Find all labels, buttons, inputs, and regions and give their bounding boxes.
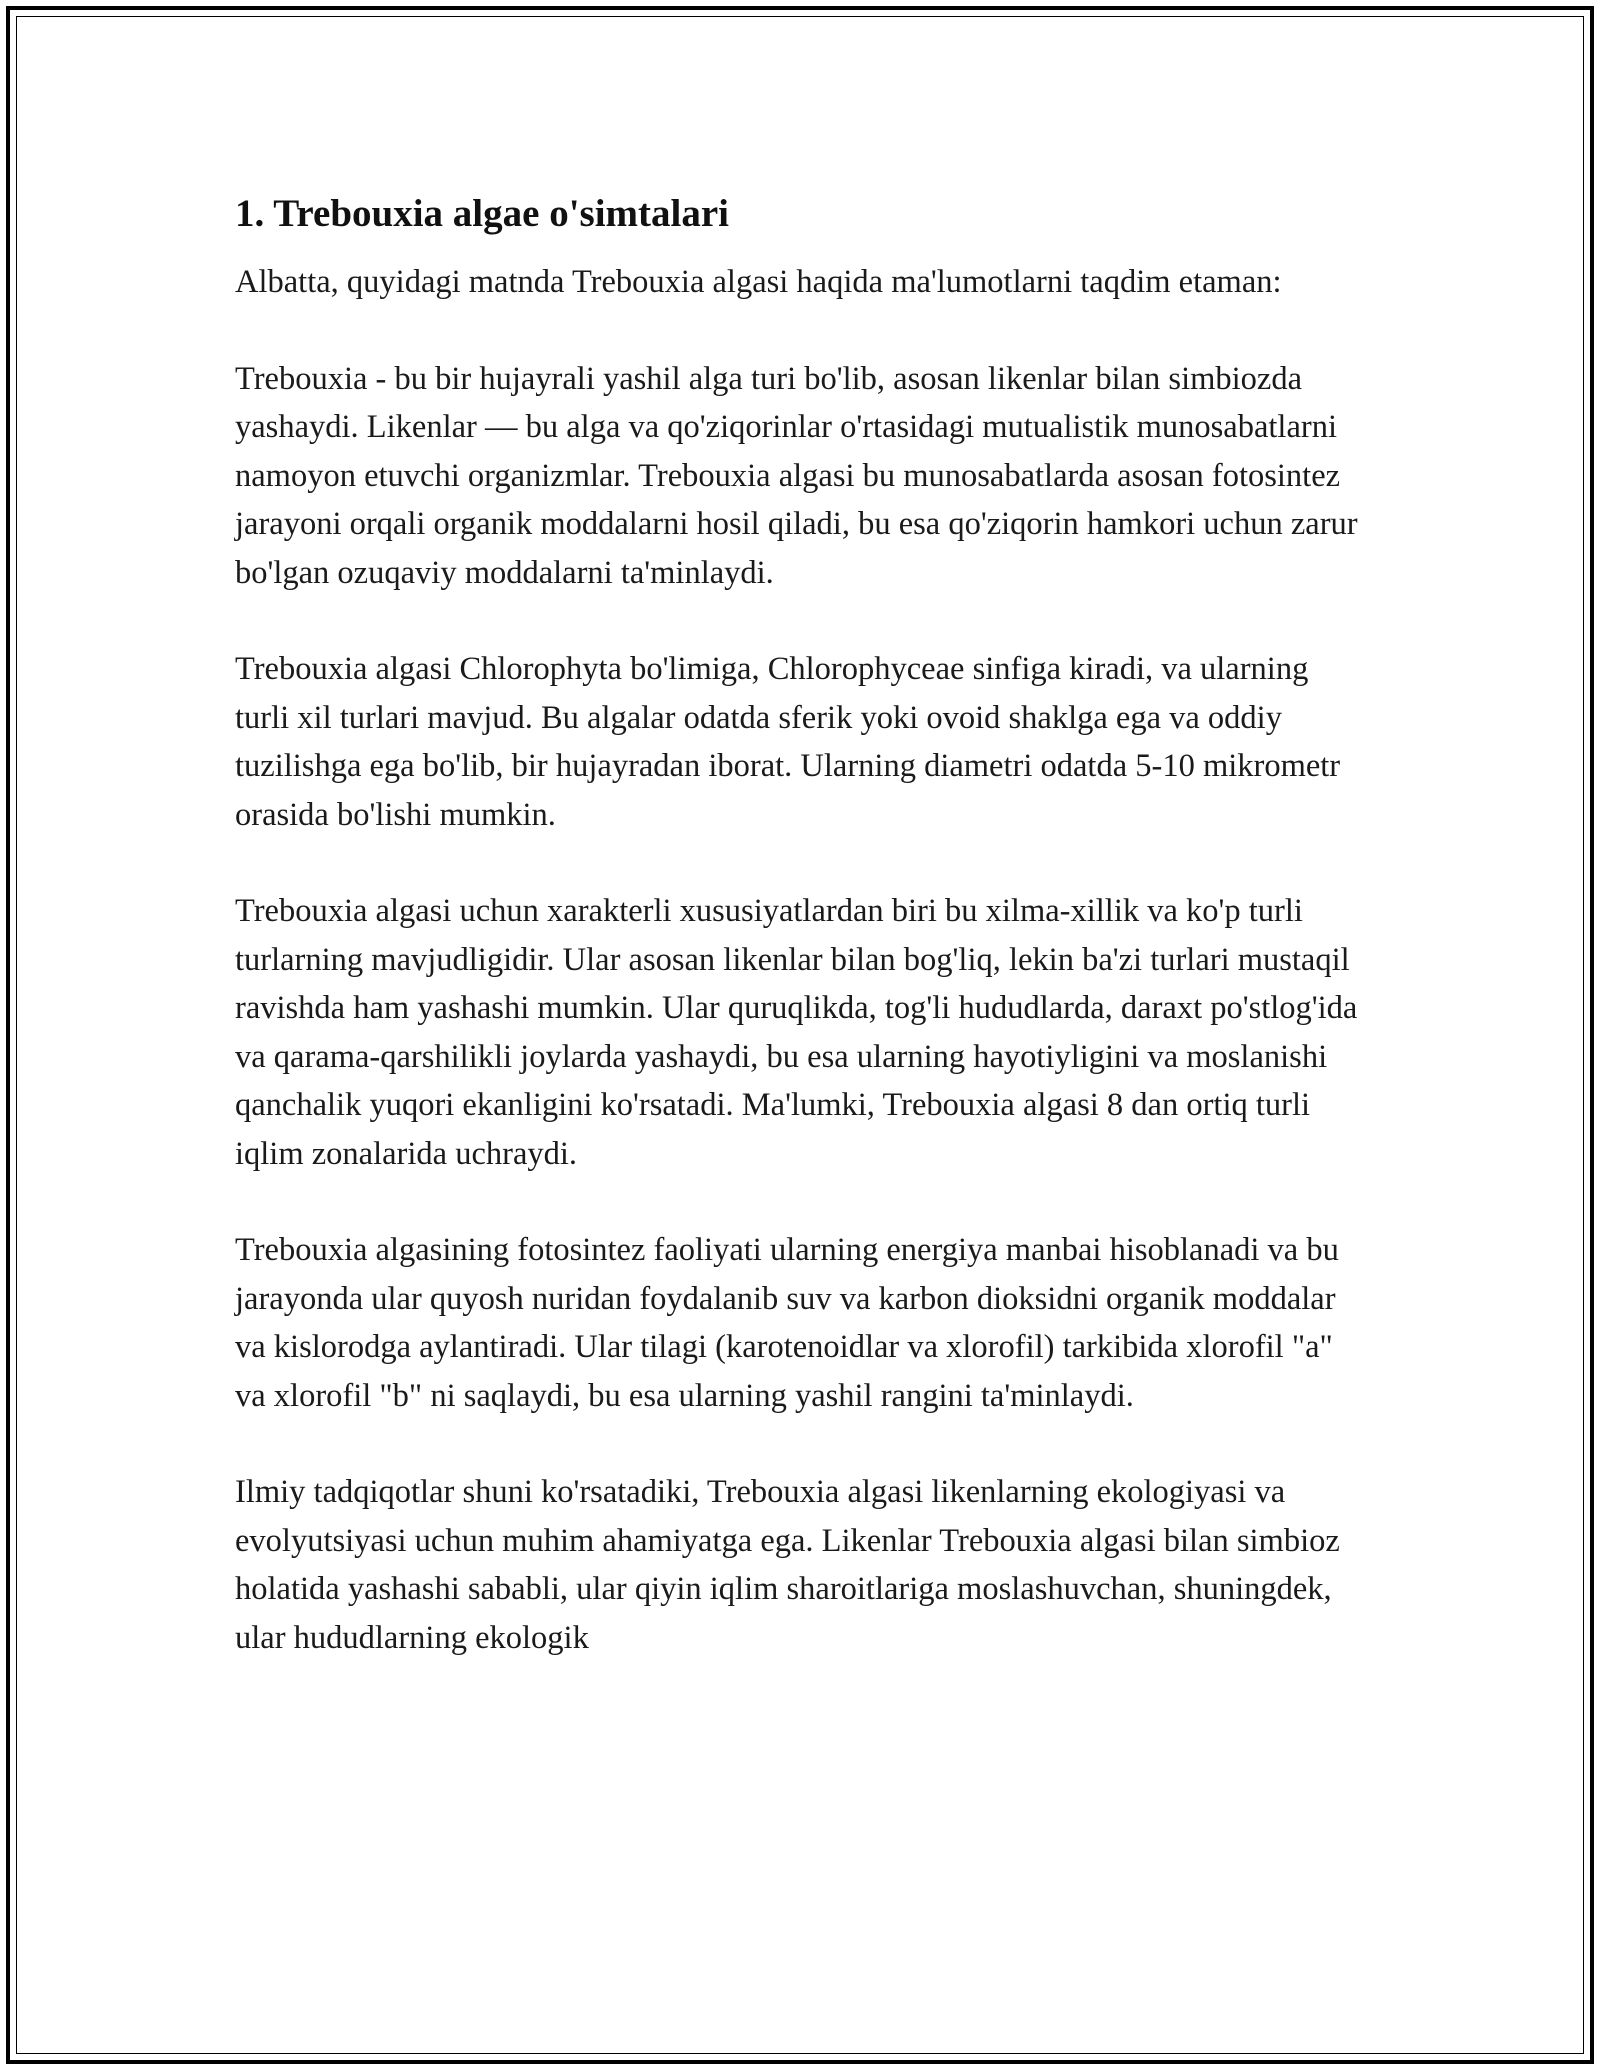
document-body	[235, 186, 1365, 1710]
intro-paragraph: Albatta, quyidagi matnda Trebouxia algasi haqida ma'lumotlarni taqdim etaman:	[235, 264, 1282, 300]
document-title: 1. Trebouxia algae o'simtalari	[235, 192, 729, 235]
paragraph-photosynthesis: Trebouxia algasining fotosintez faoliyati ularning energiya manbai hisoblanadi va bu jarayonda ular quyosh nuridan foydalanib suv va karbon dioksidni organik moddalar va kislorodga aylantiradi. Ular tilagi (karotenoidlar va xlorofil) tarkibida xlorofil "a" va xlorofil "b" ni saqlaydi, bu esa ularning yashil rangini ta'minlaydi.	[235, 1232, 1339, 1414]
paragraph-diversity: Trebouxia algasi uchun xarakterli xususiyatlardan biri bu xilma-xillik va ko'p turli turlarning mavjudligidir. Ular asosan likenlar bilan bog'liq, lekin ba'zi turlari mustaqil ravishda ham yashashi mumkin. Ular quruqlikda, tog'li hududlarda, daraxt po'stlog'ida va qarama-qarshilikli joylarda yashaydi, bu esa ularning hayotiyligini va moslanishi qanchalik yuqori ekanligini ko'rsatadi. Ma'lumki, Trebouxia algasi 8 dan ortiq turli iqlim zonalarida uchraydi.	[235, 893, 1358, 1172]
paragraph-research: Ilmiy tadqiqotlar shuni ko'rsatadiki, Trebouxia algasi likenlarning ekologiyasi va evolyutsiyasi uchun muhim ahamiyatga ega. Likenlar Trebouxia algasi bilan simbioz holatida yashashi sababli, ular qiyin iqlim sharoitlariga moslashuvchan, shuningdek, ular hududlarning ekologik	[235, 1474, 1340, 1656]
paragraph-symbiosis: Trebouxia - bu bir hujayrali yashil alga turi bo'lib, asosan likenlar bilan simbiozda yashaydi. Likenlar — bu alga va qo'ziqorinlar o'rtasidagi mutualistik munosabatlarni namoyon etuvchi organizmlar. Trebouxia algasi bu munosabatlarda asosan fotosintez jarayoni orqali organik moddalarni hosil qiladi, bu esa qo'ziqorin hamkori uchun zarur bo'lgan ozuqaviy moddalarni ta'minlaydi.	[235, 360, 1358, 591]
paragraph-classification: Trebouxia algasi Chlorophyta bo'limiga, Chlorophyceae sinfiga kiradi, va ularning turli xil turlari mavjud. Bu algalar odatda sferik yoki ovoid shaklga ega va oddiy tuzilishga ega bo'lib, bir hujayradan iborat. Ularning diametri odatda 5-10 mikrometr orasida bo'lishi mumkin.	[235, 651, 1341, 833]
